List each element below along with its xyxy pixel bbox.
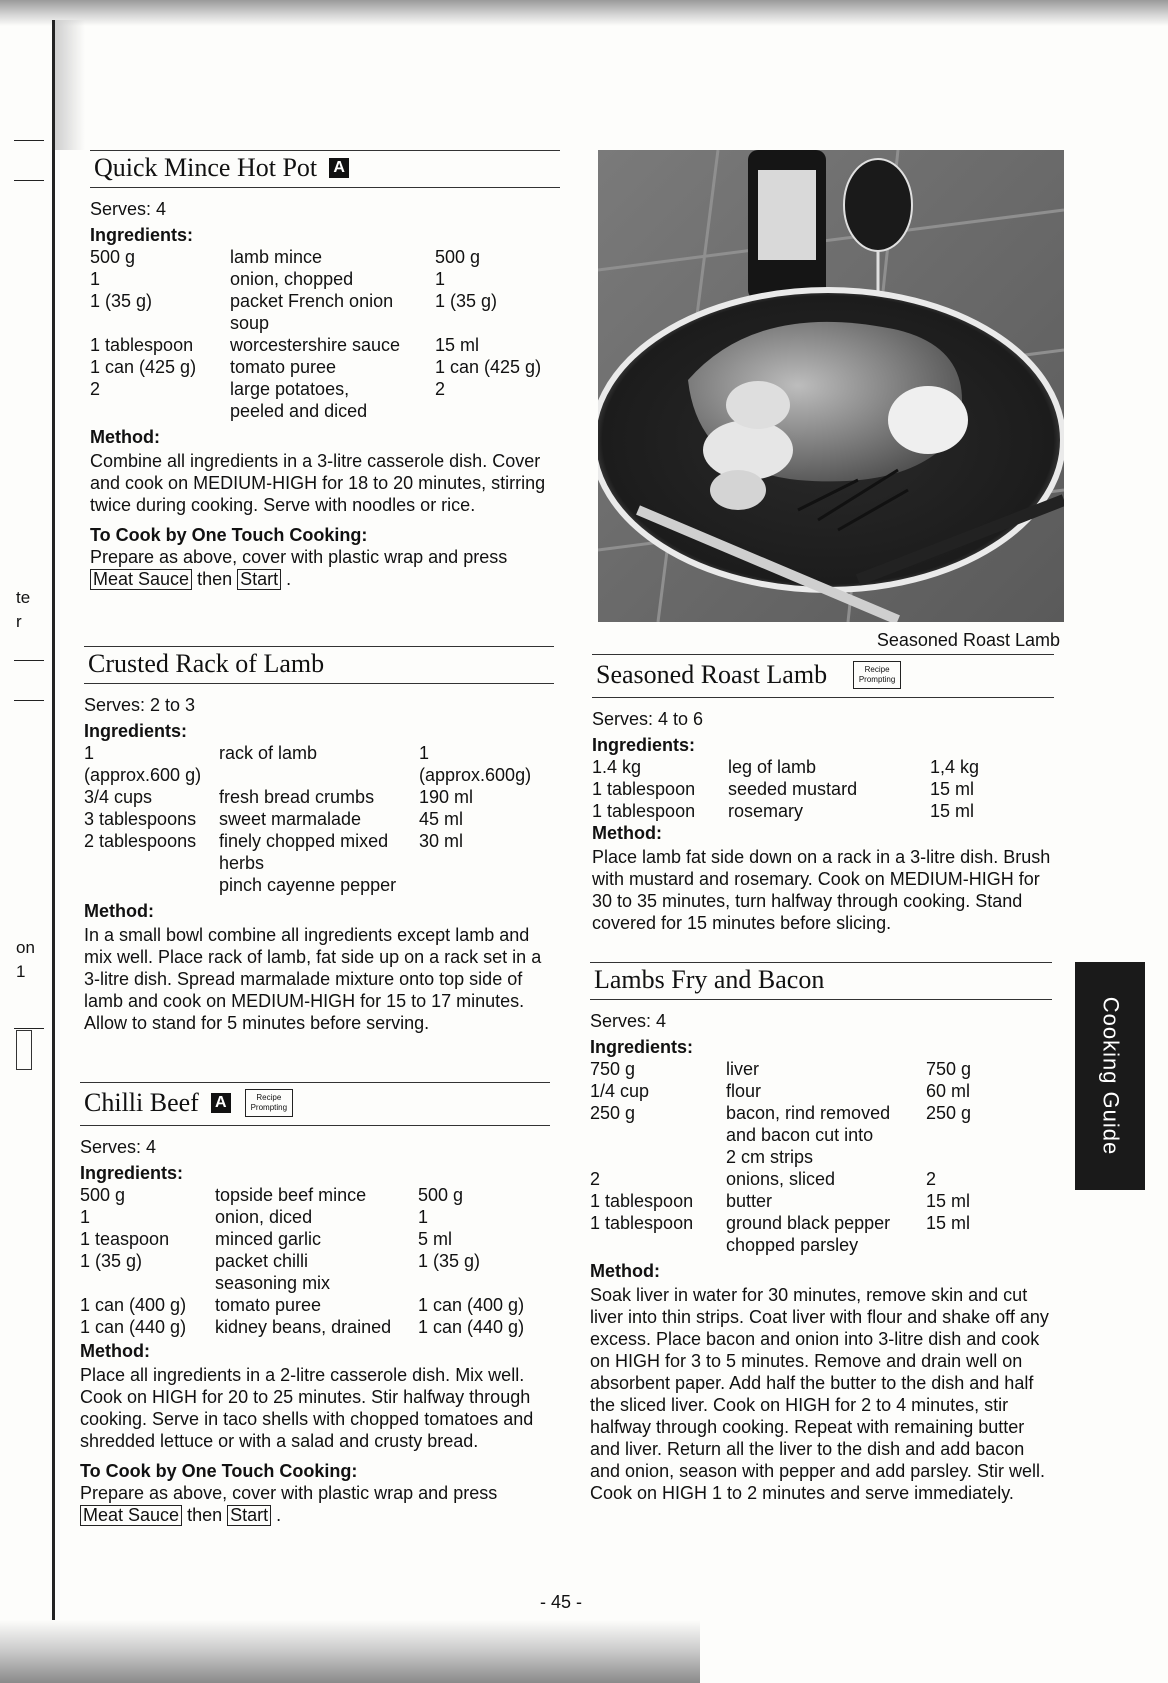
recipe-title: [590, 962, 1052, 1000]
ingredients-label: Ingredients:: [592, 735, 696, 755]
margin-fragment: 1: [16, 962, 26, 981]
margin-divider: [14, 660, 44, 661]
ingredient-row: 1/4 cup flour 60 ml: [590, 1081, 971, 1101]
ingredient-row: 3/4 cups fresh bread crumbs 190 ml: [84, 787, 474, 807]
recipe-prompting-icon: Recipe Prompting: [245, 1089, 293, 1117]
scan-bottom-shadow: [0, 1620, 700, 1683]
ingredient-row: peeled and diced: [230, 401, 368, 421]
scan-top-shadow: [0, 0, 1168, 26]
recipe-crusted-rack-of-lamb: [84, 646, 554, 1034]
margin-divider: [14, 1028, 44, 1029]
ingredients-label: Ingredients:: [80, 1163, 184, 1183]
one-touch-label: To Cook by One Touch Cooking:: [90, 525, 368, 545]
cooking-guide-tab: [1075, 962, 1145, 1190]
ingredient-row: 1 teaspoon minced garlic 5 ml: [80, 1229, 453, 1249]
method-label: Method:: [84, 901, 154, 921]
method-label: Method:: [590, 1261, 660, 1281]
ingredient-row: 1 tablespoon worcestershire sauce 15 ml: [90, 335, 480, 355]
serves: Serves: 4: [590, 1011, 667, 1031]
margin-fragment: r: [16, 612, 22, 631]
ingredient-row: 2 tablespoons finely chopped mixed 30 ml: [84, 831, 464, 851]
recipe-title: [90, 150, 560, 188]
ingredients-label: Ingredients:: [590, 1037, 694, 1057]
ingredient-row: 250 g bacon, rind removed 250 g: [590, 1103, 972, 1123]
recipe-title-text: Seasoned Roast Lamb: [596, 660, 828, 689]
recipe-title-text: Crusted Rack of Lamb: [88, 649, 325, 678]
margin-divider: [14, 180, 44, 181]
method-text: Place all ingredients in a 2-litre casserole dish. Mix well. Cook on HIGH for 20 to 25 minutes. Stir halfway through cooking. Serve in taco shells with chopped tomatoes and shredded lettuce or with a salad and crusty bread.: [80, 1365, 534, 1451]
ingredients-list: [84, 742, 554, 896]
margin-divider: [14, 700, 44, 701]
start-key: Start: [237, 569, 281, 590]
method-text: In a small bowl combine all ingredients except lamb and mix well. Place rack of lamb, fat side up on a rack set in a 3-litre dish. Spread marmalade mixture onto top side of lamb and cook on MEDIUM-HIGH for 15 to 17 minutes. Allow to stand for 5 minutes before serving.: [84, 925, 542, 1033]
serves: Serves: 2 to 3: [84, 695, 196, 715]
ingredient-row: 1 (35 g) packet chilli 1 (35 g): [80, 1251, 481, 1271]
margin-icon-fragment: [16, 1030, 32, 1070]
page-number: - 45 -: [540, 1592, 583, 1612]
ingredients-list: [80, 1184, 550, 1338]
ingredients-label: Ingredients:: [90, 225, 194, 245]
one-touch-label: To Cook by One Touch Cooking:: [80, 1461, 358, 1481]
ingredient-row: 500 g topside beef mince 500 g: [80, 1185, 464, 1205]
ingredient-row: 1 onion, chopped 1: [90, 269, 446, 289]
ingredient-row: and bacon cut into: [726, 1125, 874, 1145]
method-label: Method:: [80, 1341, 150, 1361]
page-binding-edge: [52, 20, 55, 1620]
seasoned-roast-lamb-photo: [598, 150, 1064, 622]
meat-sauce-key: Meat Sauce: [80, 1505, 182, 1526]
ingredient-row: 2 onions, sliced 2: [590, 1169, 937, 1189]
recipe-title: [84, 646, 554, 684]
recipe-seasoned-roast-lamb: [592, 654, 1054, 934]
margin-fragment: on: [16, 938, 35, 957]
serves: Serves: 4 to 6: [592, 709, 704, 729]
method-text: Place lamb fat side down on a rack in a 3-litre dish. Brush with mustard and rosemary. Cook on MEDIUM-HIGH for 30 to 35 minutes, turn halfway through cooking. Stand covered for 15 minutes before slicing.: [592, 847, 1051, 933]
recipe-title-text: Lambs Fry and Bacon: [594, 965, 825, 994]
auto-badge-icon: A: [211, 1093, 231, 1113]
binding-shade: [55, 20, 85, 150]
ingredient-row: 1 can (425 g) tomato puree 1 can (425 g): [90, 357, 542, 377]
meat-sauce-key: Meat Sauce: [90, 569, 192, 590]
ingredient-row: 1 can (440 g) kidney beans, drained 1 can (440 g): [80, 1317, 525, 1337]
margin-divider: [14, 140, 44, 141]
ingredient-row: 1 tablespoon butter 15 ml: [590, 1191, 971, 1211]
recipe-lambs-fry-and-bacon: [590, 962, 1052, 1504]
ingredient-row: 1 onion, diced 1: [80, 1207, 429, 1227]
recipe-quick-mince-hot-pot: [90, 150, 560, 590]
one-touch-text: Prepare as above, cover with plastic wrap and press Meat Sauce then Start .: [80, 1483, 498, 1525]
ingredient-row: pinch cayenne pepper: [219, 875, 397, 895]
ingredient-row: 1 (35 g) packet French onion 1 (35 g): [90, 291, 498, 311]
ingredient-row: 750 g liver 750 g: [590, 1059, 972, 1079]
ingredient-row: 1 tablespoon ground black pepper 15 ml: [590, 1213, 971, 1233]
ingredients-list: [590, 1058, 1052, 1256]
method-label: Method:: [592, 823, 662, 843]
serves: Serves: 4: [90, 199, 167, 219]
recipe-prompting-icon: Recipe Prompting: [853, 661, 901, 689]
ingredient-row: 1.4 kg leg of lamb 1,4 kg: [592, 757, 980, 777]
ingredient-row: chopped parsley: [726, 1235, 859, 1255]
recipe-title-text: Quick Mince Hot Pot: [94, 153, 318, 182]
ingredient-row: soup: [230, 313, 270, 333]
method-label: Method:: [90, 427, 160, 447]
method-text: Soak liver in water for 30 minutes, remove skin and cut liver into thin strips. Coat liver with flour and shake off any excess. Place bacon and onion into 3-litre dish and cook on HIGH for 3 to 5 minutes. Remove and drain well on absorbent paper. Add half the butter to the dish and half the sliced liver. Cook on HIGH for 2 to 4 minutes, stir halfway through cooking. Repeat with remaining butter and liver. Return all the liver to the dish and add bacon and onion, season with pepper and add parsley. Stir well. Cook on HIGH 1 to 2 minutes and serve immediately.: [590, 1285, 1049, 1503]
ingredient-row: 1 tablespoon seeded mustard 15 ml: [592, 779, 975, 799]
side-tab-label: Cooking Guide: [1098, 996, 1124, 1156]
start-key: Start: [227, 1505, 271, 1526]
ingredient-row: 1 rack of lamb 1: [84, 743, 430, 763]
margin-fragment: te: [16, 588, 31, 607]
ingredients-list: [592, 756, 1054, 822]
auto-badge-icon: A: [329, 158, 349, 178]
ingredient-row: 1 tablespoon rosemary 15 ml: [592, 801, 975, 821]
ingredient-row: seasoning mix: [215, 1273, 331, 1293]
one-touch-text: Prepare as above, cover with plastic wrap and press Meat Sauce then Start .: [90, 547, 508, 589]
ingredient-row: herbs: [219, 853, 265, 873]
serves: Serves: 4: [80, 1137, 157, 1157]
recipe-title: [592, 654, 1054, 698]
ingredient-row: (approx.600 g) (approx.600g): [84, 765, 532, 785]
recipe-title-text: Chilli Beef: [84, 1088, 199, 1117]
ingredients-label: Ingredients:: [84, 721, 188, 741]
method-text: Combine all ingredients in a 3-litre casserole dish. Cover and cook on MEDIUM-HIGH for 18 to 20 minutes, stirring twice during cooking. Serve with noodles or rice.: [90, 451, 546, 515]
ingredient-row: 500 g lamb mince 500 g: [90, 247, 481, 267]
recipe-chilli-beef: [80, 1082, 550, 1526]
ingredient-row: 2 large potatoes, 2: [90, 379, 446, 399]
ingredient-row: 3 tablespoons sweet marmalade 45 ml: [84, 809, 464, 829]
recipe-title: [80, 1082, 550, 1126]
ingredient-row: 2 cm strips: [726, 1147, 814, 1167]
photo-caption: Seasoned Roast Lamb: [876, 630, 1060, 650]
ingredient-row: 1 can (400 g) tomato puree 1 can (400 g): [80, 1295, 525, 1315]
ingredients-list: [90, 246, 560, 422]
photo-illustration: [598, 150, 1064, 622]
